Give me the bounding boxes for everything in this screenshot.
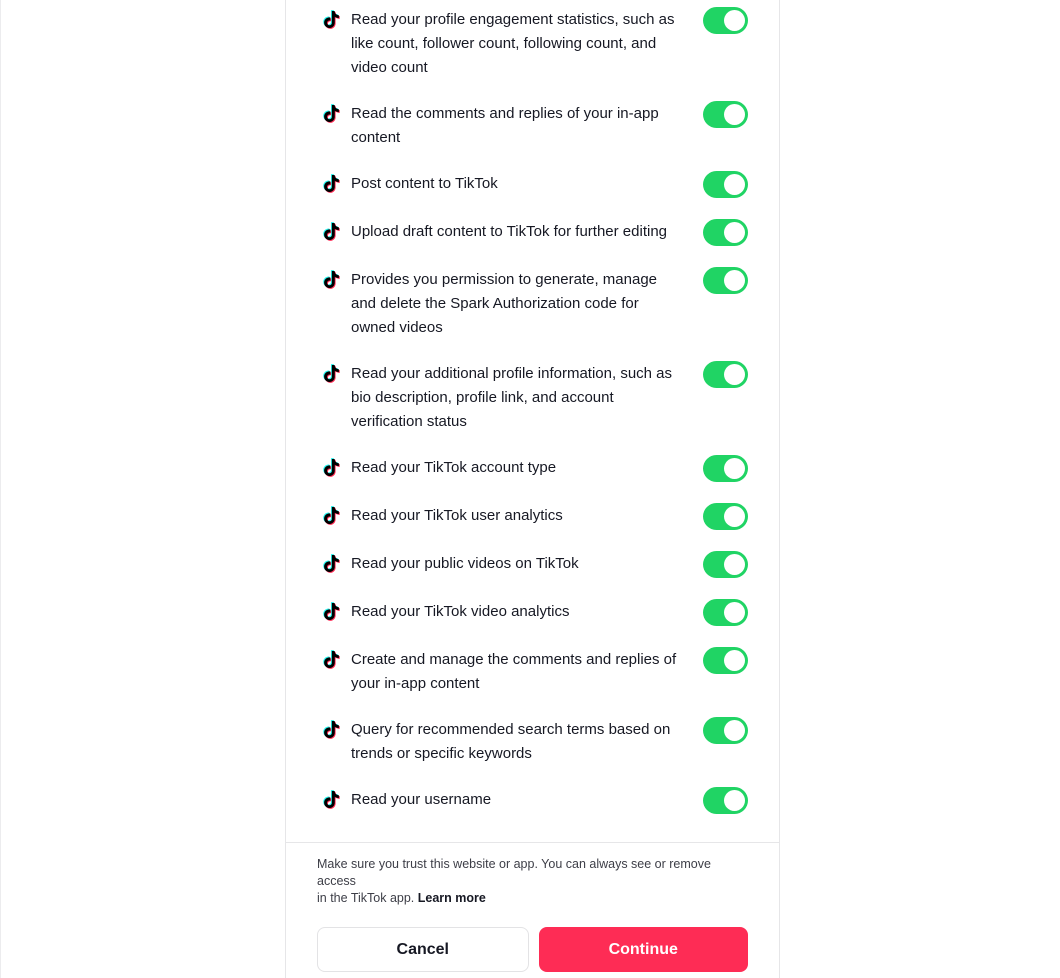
permission-item bbox=[323, 788, 748, 814]
permission-item bbox=[323, 268, 748, 340]
permission-label: Post content to TikTok bbox=[351, 175, 498, 192]
tiktok-note-icon bbox=[323, 602, 340, 621]
action-buttons bbox=[317, 927, 748, 972]
tiktok-note-icon bbox=[323, 790, 340, 809]
tiktok-note-icon bbox=[323, 458, 340, 477]
permission-toggle[interactable] bbox=[703, 717, 748, 744]
permission-item bbox=[323, 600, 748, 626]
tiktok-note-icon bbox=[323, 720, 340, 739]
permission-label: Read your profile engagement statistics, such as like count, follower count, following count, and video count bbox=[351, 11, 675, 76]
toggle-knob bbox=[724, 602, 745, 623]
toggle-knob bbox=[724, 174, 745, 195]
permission-label: Read your username bbox=[351, 791, 492, 808]
permission-toggle[interactable] bbox=[703, 551, 748, 578]
learn-more-link[interactable]: Learn more bbox=[417, 891, 486, 905]
toggle-knob bbox=[724, 790, 745, 811]
tiktok-note-icon bbox=[323, 650, 340, 669]
permission-label: Read your TikTok user analytics bbox=[351, 507, 563, 524]
permission-toggle[interactable] bbox=[703, 361, 748, 388]
toggle-knob bbox=[724, 222, 745, 243]
permission-item bbox=[323, 8, 748, 80]
permission-item bbox=[323, 456, 748, 482]
consent-footer bbox=[286, 843, 779, 978]
consent-panel bbox=[285, 0, 780, 978]
tiktok-note-icon bbox=[323, 506, 340, 525]
tiktok-note-icon bbox=[323, 554, 340, 573]
permission-label: Read the comments and replies of your in-app content bbox=[351, 105, 659, 146]
toggle-knob bbox=[724, 554, 745, 575]
permission-item bbox=[323, 504, 748, 530]
toggle-knob bbox=[724, 458, 745, 479]
permission-toggle[interactable] bbox=[703, 101, 748, 128]
permission-label: Read your additional profile information, such as bio description, profile link, and account verification status bbox=[351, 365, 673, 430]
permission-item bbox=[323, 220, 748, 246]
toggle-knob bbox=[724, 506, 745, 527]
permission-toggle[interactable] bbox=[703, 7, 748, 34]
continue-button[interactable]: Continue bbox=[539, 927, 749, 972]
permission-label: Upload draft content to TikTok for further editing bbox=[351, 223, 668, 240]
tiktok-note-icon bbox=[323, 364, 340, 383]
toggle-knob bbox=[724, 10, 745, 31]
permission-label: Query for recommended search terms based on trends or specific keywords bbox=[351, 721, 671, 762]
permission-toggle[interactable] bbox=[703, 171, 748, 198]
tiktok-note-icon bbox=[323, 270, 340, 289]
permission-label: Provides you permission to generate, manage and delete the Spark Authorization code for owned videos bbox=[351, 271, 658, 336]
permission-item bbox=[323, 718, 748, 766]
permission-toggle[interactable] bbox=[703, 267, 748, 294]
permission-item bbox=[323, 102, 748, 150]
toggle-knob bbox=[724, 364, 745, 385]
permission-item bbox=[323, 362, 748, 434]
permission-toggle[interactable] bbox=[703, 455, 748, 482]
permission-item bbox=[323, 552, 748, 578]
tiktok-note-icon bbox=[323, 222, 340, 241]
cancel-button[interactable]: Cancel bbox=[317, 927, 529, 972]
toggle-knob bbox=[724, 270, 745, 291]
tiktok-note-icon bbox=[323, 10, 340, 29]
toggle-knob bbox=[724, 720, 745, 741]
permission-label: Read your TikTok account type bbox=[351, 459, 557, 476]
permission-item bbox=[323, 648, 748, 696]
tiktok-note-icon bbox=[323, 174, 340, 193]
permission-label: Read your public videos on TikTok bbox=[351, 555, 579, 572]
permission-toggle[interactable] bbox=[703, 647, 748, 674]
tiktok-note-icon bbox=[323, 104, 340, 123]
permission-toggle[interactable] bbox=[703, 787, 748, 814]
permissions-list bbox=[286, 0, 779, 843]
permission-item bbox=[323, 172, 748, 198]
permission-toggle[interactable] bbox=[703, 503, 748, 530]
permission-label: Create and manage the comments and replies of your in-app content bbox=[351, 651, 677, 692]
toggle-knob bbox=[724, 104, 745, 125]
trust-notice bbox=[317, 856, 748, 907]
permission-toggle[interactable] bbox=[703, 219, 748, 246]
permission-toggle[interactable] bbox=[703, 599, 748, 626]
trust-notice-line1: Make sure you trust this website or app. You can always see or remove access bbox=[317, 857, 711, 888]
trust-notice-line2: in the TikTok app. bbox=[317, 891, 415, 905]
permission-label: Read your TikTok video analytics bbox=[351, 603, 570, 620]
toggle-knob bbox=[724, 650, 745, 671]
